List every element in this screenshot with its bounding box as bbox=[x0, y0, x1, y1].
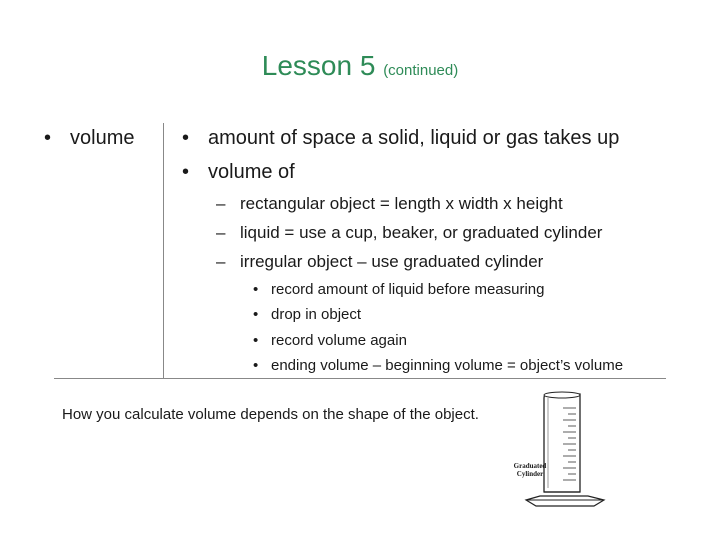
bullet-icon: • bbox=[253, 306, 259, 323]
bullet-icon: • bbox=[44, 127, 52, 149]
title-sub: (continued) bbox=[383, 62, 459, 79]
definition-subpoint: – irregular object – use graduated cylinder bbox=[216, 252, 544, 271]
term-row bbox=[44, 127, 134, 150]
cylinder-label: Graduated Cylinder bbox=[513, 462, 547, 478]
bullet-icon: • bbox=[253, 281, 259, 298]
graduated-cylinder-icon bbox=[508, 388, 608, 508]
step-item: • record volume again bbox=[253, 332, 407, 349]
step-item: • ending volume – beginning volume = object’s volume bbox=[253, 357, 624, 374]
caption-text: How you calculate volume depends on the shape of the object. bbox=[62, 406, 479, 423]
bullet-icon: • bbox=[182, 127, 190, 149]
definition-point: • volume of bbox=[182, 161, 295, 183]
column-divider bbox=[163, 123, 164, 379]
title-main: Lesson 5 bbox=[261, 50, 376, 81]
slide-title bbox=[0, 50, 720, 82]
bullet-icon: • bbox=[253, 332, 259, 349]
definition-subpoint: – liquid = use a cup, beaker, or graduated cylinder bbox=[216, 223, 603, 242]
definition-point: • amount of space a solid, liquid or gas takes up bbox=[182, 127, 620, 149]
dash-icon: – bbox=[216, 252, 226, 271]
term-label: volume bbox=[70, 127, 135, 149]
row-divider bbox=[54, 378, 666, 379]
definition-subpoint: – rectangular object = length x width x height bbox=[216, 194, 563, 213]
step-item: • record amount of liquid before measuring bbox=[253, 281, 545, 298]
bullet-icon: • bbox=[253, 357, 259, 374]
dash-icon: – bbox=[216, 223, 226, 242]
dash-icon: – bbox=[216, 194, 226, 213]
step-item: • drop in object bbox=[253, 306, 362, 323]
bullet-icon: • bbox=[182, 161, 190, 183]
